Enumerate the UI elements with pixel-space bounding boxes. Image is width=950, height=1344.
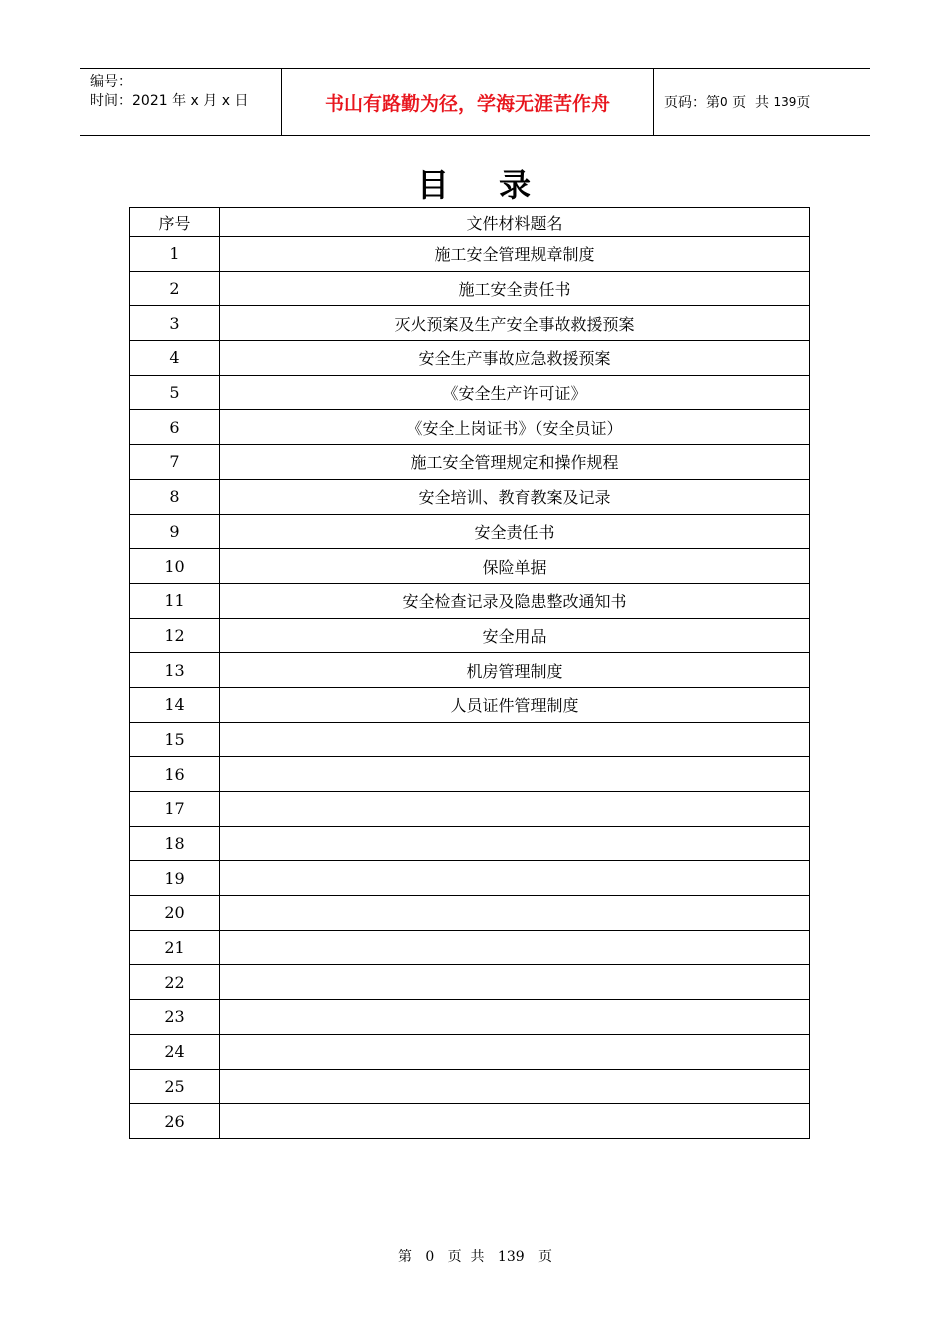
table-row [130, 549, 810, 584]
footer-current: 0 [425, 1249, 435, 1265]
number-label: 编号： [90, 74, 132, 90]
row-index: 7 [130, 445, 220, 480]
row-title [220, 757, 810, 792]
row-title: 安全检查记录及隐患整改通知书 [220, 583, 810, 618]
row-index: 3 [130, 306, 220, 341]
row-index: 2 [130, 271, 220, 306]
row-title: 《安全上岗证书》（安全员证） [220, 410, 810, 445]
row-title: 施工安全管理规章制度 [220, 237, 810, 272]
header-motto: 书山有路勤为径，学海无涯苦作舟 [282, 69, 654, 135]
table-row [130, 896, 810, 931]
table-row [130, 410, 810, 445]
header-index: 序号 [130, 208, 220, 237]
row-index: 14 [130, 687, 220, 722]
row-index: 15 [130, 722, 220, 757]
page-current: 0 [720, 95, 728, 109]
table-row [130, 237, 810, 272]
row-index: 6 [130, 410, 220, 445]
page-total: 139 [773, 95, 797, 109]
row-index: 23 [130, 1000, 220, 1035]
table-row [130, 445, 810, 480]
table-row [130, 792, 810, 827]
footer-prefix: 第 [398, 1249, 412, 1265]
row-index: 16 [130, 757, 220, 792]
row-title: 人员证件管理制度 [220, 687, 810, 722]
row-title [220, 1000, 810, 1035]
table-row [130, 1034, 810, 1069]
table-row [130, 271, 810, 306]
table-row [130, 514, 810, 549]
title-left: 目 [416, 166, 451, 204]
row-index: 25 [130, 1069, 220, 1104]
table-row [130, 375, 810, 410]
header-page-info [654, 69, 870, 135]
row-title [220, 1104, 810, 1139]
row-title: 施工安全责任书 [220, 271, 810, 306]
row-title [220, 1069, 810, 1104]
row-title [220, 861, 810, 896]
row-index: 4 [130, 341, 220, 376]
header-title: 文件材料题名 [220, 208, 810, 237]
row-index: 17 [130, 792, 220, 827]
title-right: 录 [499, 166, 534, 204]
row-title [220, 826, 810, 861]
table-row [130, 1000, 810, 1035]
row-title: 安全培训、教育教案及记录 [220, 479, 810, 514]
row-title: 灭火预案及生产安全事故救援预案 [220, 306, 810, 341]
row-index: 9 [130, 514, 220, 549]
row-index: 18 [130, 826, 220, 861]
table-row [130, 757, 810, 792]
row-index: 11 [130, 583, 220, 618]
row-title: 安全用品 [220, 618, 810, 653]
row-index: 5 [130, 375, 220, 410]
row-index: 13 [130, 653, 220, 688]
footer-mid: 页 共 [447, 1249, 485, 1265]
row-index: 19 [130, 861, 220, 896]
row-title: 机房管理制度 [220, 653, 810, 688]
table-row [130, 826, 810, 861]
row-index: 8 [130, 479, 220, 514]
table-row [130, 653, 810, 688]
row-index: 26 [130, 1104, 220, 1139]
table-row [130, 341, 810, 376]
table-row [130, 861, 810, 896]
row-title [220, 930, 810, 965]
page-footer [0, 1246, 950, 1266]
table-row [130, 687, 810, 722]
table-row [130, 306, 810, 341]
row-index: 24 [130, 1034, 220, 1069]
footer-total: 139 [497, 1249, 525, 1265]
page-header [80, 68, 870, 136]
table-row [130, 722, 810, 757]
header-meta [80, 69, 282, 135]
table-header-row [130, 208, 810, 237]
row-title: 《安全生产许可证》 [220, 375, 810, 410]
row-title [220, 1034, 810, 1069]
page-suffix: 页 [796, 95, 811, 111]
row-title [220, 965, 810, 1000]
row-title [220, 792, 810, 827]
row-title [220, 896, 810, 931]
table-row [130, 1069, 810, 1104]
row-index: 20 [130, 896, 220, 931]
table-row [130, 618, 810, 653]
page-mid: 页 共 [732, 95, 769, 111]
row-index: 22 [130, 965, 220, 1000]
row-title: 安全责任书 [220, 514, 810, 549]
table-row [130, 1104, 810, 1139]
row-index: 1 [130, 237, 220, 272]
page-label: 页码：第 [664, 95, 720, 111]
row-title: 安全生产事故应急救援预案 [220, 341, 810, 376]
row-index: 10 [130, 549, 220, 584]
row-index: 21 [130, 930, 220, 965]
time-label: 时间：2021 年 x 月 x 日 [90, 93, 249, 109]
row-title: 施工安全管理规定和操作规程 [220, 445, 810, 480]
row-index: 12 [130, 618, 220, 653]
footer-suffix: 页 [538, 1249, 552, 1265]
toc-table [129, 207, 810, 1139]
table-row [130, 479, 810, 514]
row-title [220, 722, 810, 757]
table-body [130, 237, 810, 1139]
table-row [130, 965, 810, 1000]
row-title: 保险单据 [220, 549, 810, 584]
table-row [130, 930, 810, 965]
page-title [0, 160, 950, 206]
table-row [130, 583, 810, 618]
